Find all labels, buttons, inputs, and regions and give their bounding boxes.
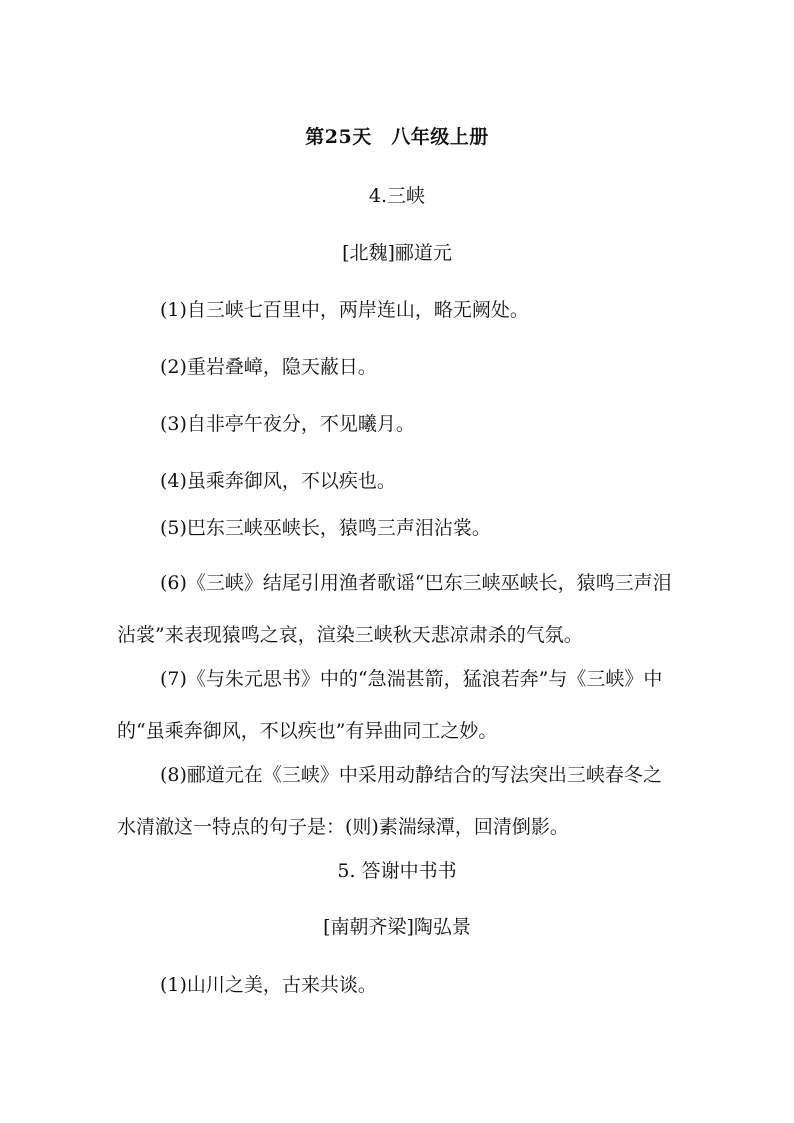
question-paragraph-7: (7)《与朱元思书》中的“急湍甚箭，猛浪若奔”与《三峡》中的“虽乘奔御风，不以疾也”有异曲同工之妙。 bbox=[117, 668, 663, 742]
question-line-1: (1)自三峡七百里中，两岸连山，略无阙处。 bbox=[160, 299, 529, 321]
section-heading-sanxia: 4.三峡 bbox=[368, 185, 426, 207]
question-paragraph-8: (8)郦道元在《三峡》中采用动静结合的写法突出三峡春冬之水清澈这一特点的句子是：(则)素湍绿潭，回清倒影。 bbox=[117, 764, 662, 838]
question-paragraph-6: (6)《三峡》结尾引用渔者歌谣“巴东三峡巫峡长，猿鸣三声泪沾裳”来表现猿鸣之哀，渲染三峡秋天悲凉肃杀的气氛。 bbox=[117, 572, 672, 646]
question-line-5: (5)巴东三峡巫峡长，猿鸣三声泪沾裳。 bbox=[160, 517, 491, 539]
question-line-3: (3)自非亭午夜分，不见曦月。 bbox=[160, 413, 415, 435]
section-heading-dxzss: 5. 答谢中书书 bbox=[337, 860, 457, 882]
question-line-2: (2)重岩叠嶂，隐天蔽日。 bbox=[160, 356, 377, 378]
author-tao-hongjing: [南朝齐梁]陶弘景 bbox=[323, 916, 471, 938]
page-title: 第25天 八年级上册 bbox=[305, 126, 489, 148]
question-line-4: (4)虽乘奔御风，不以疾也。 bbox=[160, 470, 396, 492]
question-line-s2-1: (1)山川之美，古来共谈。 bbox=[160, 974, 377, 996]
author-li-daoyuan: [北魏]郦道元 bbox=[342, 242, 452, 264]
